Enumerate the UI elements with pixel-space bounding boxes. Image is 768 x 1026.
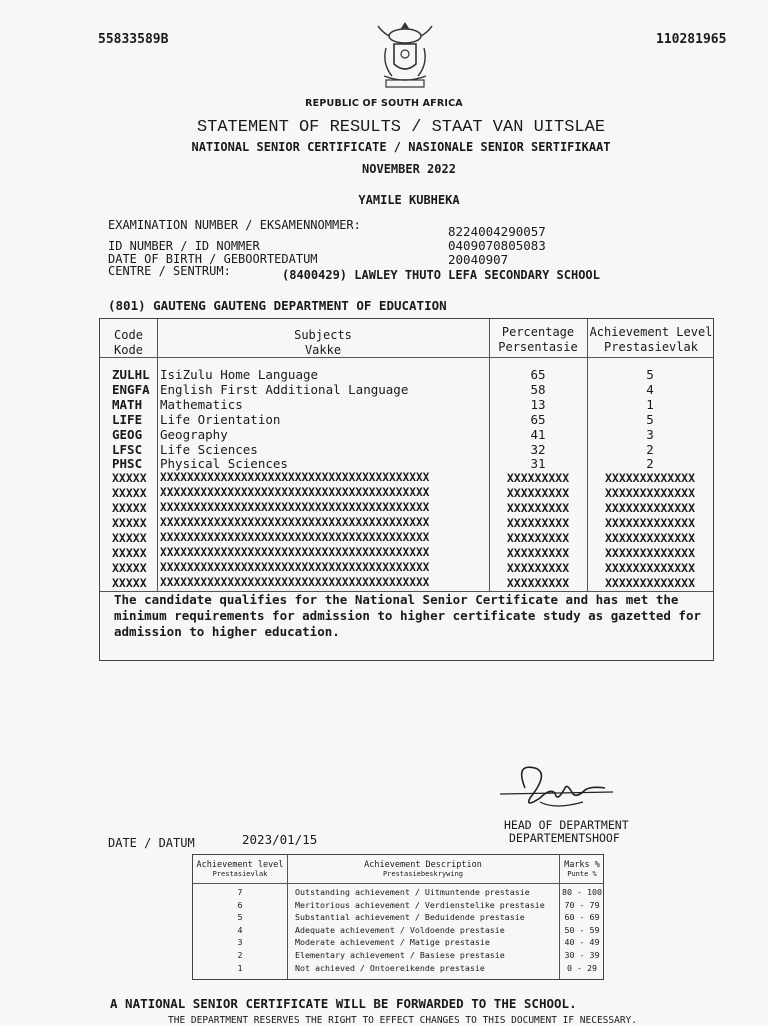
subject-level: XXXXXXXXXXXXX <box>604 530 695 545</box>
header-achievement-level: Achievement Level Prestasievlak <box>589 325 713 354</box>
subject-name: XXXXXXXXXXXXXXXXXXXXXXXXXXXXXXXXXXXXXXXX <box>160 486 430 500</box>
subject-percentage: XXXXXXXXX <box>506 530 570 545</box>
legend-row <box>193 963 603 973</box>
subject-level: XXXXXXXXXXXXX <box>604 560 695 575</box>
legend-marks: 40 - 49 <box>564 937 600 948</box>
legend-description: Not achieved / Ontoereikende prestasie <box>295 962 485 973</box>
subject-percentage: 58 <box>530 381 546 397</box>
table-row <box>100 427 713 442</box>
subject-code: XXXXX <box>112 575 147 590</box>
head-of-department-label-af: DEPARTEMENTSHOOF <box>509 831 620 845</box>
date-of-birth-label: DATE OF BIRTH / GEBOORTEDATUM <box>108 252 318 266</box>
subject-level: 2 <box>646 441 654 457</box>
table-row <box>100 456 713 471</box>
subject-level: XXXXXXXXXXXXX <box>604 501 695 516</box>
subject-code: XXXXX <box>112 560 147 575</box>
legend-description: Elementary achievement / Basiese prestasie <box>295 950 505 960</box>
table-row <box>100 516 713 531</box>
table-row <box>100 486 713 501</box>
legend-level: 6 <box>237 899 243 910</box>
table-row <box>100 501 713 516</box>
subject-name: Physical Sciences <box>160 456 288 472</box>
id-number-value: 0409070805083 <box>448 238 546 253</box>
achievement-legend-table <box>192 854 604 980</box>
date-value: 2023/01/15 <box>242 832 318 847</box>
subject-name: Mathematics <box>160 396 243 412</box>
legend-row <box>193 887 603 897</box>
legend-description: Meritorious achievement / Verdienstelike prestasie <box>295 899 545 910</box>
subject-percentage: XXXXXXXXX <box>506 471 570 486</box>
subject-percentage: 32 <box>530 441 546 457</box>
legend-description: Adequate achievement / Voldoende prestasie <box>295 924 505 935</box>
subject-percentage: 31 <box>530 456 546 472</box>
legend-description: Substantial achievement / Beduidende prestasie <box>295 912 525 923</box>
subject-code: XXXXX <box>112 501 147 516</box>
subject-name: XXXXXXXXXXXXXXXXXXXXXXXXXXXXXXXXXXXXXXXX <box>160 516 430 529</box>
table-row <box>100 367 713 382</box>
table-row <box>100 561 713 576</box>
subject-name: XXXXXXXXXXXXXXXXXXXXXXXXXXXXXXXXXXXXXXXX <box>160 560 430 574</box>
subject-code: GEOG <box>112 426 143 442</box>
table-row <box>100 442 713 457</box>
subject-code: PHSC <box>112 456 143 472</box>
exam-session: NOVEMBER 2022 <box>362 162 456 176</box>
subject-name: Life Orientation <box>160 411 281 427</box>
subject-code: XXXXX <box>112 545 147 560</box>
subject-percentage: 13 <box>530 396 546 412</box>
department-name: (801) GAUTENG GAUTENG DEPARTMENT OF EDUCATION <box>108 298 447 313</box>
subject-percentage: XXXXXXXXX <box>506 516 570 530</box>
legend-level: 3 <box>237 937 243 948</box>
subject-code: XXXXX <box>112 516 147 530</box>
signature-icon <box>495 758 615 818</box>
subject-code: XXXXX <box>112 530 147 545</box>
legend-row <box>193 937 603 947</box>
legend-marks: 50 - 59 <box>564 924 600 935</box>
subject-code: XXXXX <box>112 471 147 486</box>
table-row <box>100 471 713 486</box>
table-row <box>100 412 713 427</box>
subject-code: ZULHL <box>112 367 150 382</box>
subject-level: XXXXXXXXXXXXX <box>604 486 695 501</box>
legend-description: Moderate achievement / Matige prestasie <box>295 937 490 948</box>
subject-code: LIFE <box>112 411 143 427</box>
subject-code: LFSC <box>112 441 143 457</box>
subject-code: XXXXX <box>112 486 147 501</box>
date-label: DATE / DATUM <box>108 836 195 850</box>
candidate-name: YAMILE KUBHEKA <box>358 193 460 207</box>
legend-marks: 30 - 39 <box>564 950 600 960</box>
head-of-department-label: HEAD OF DEPARTMENT <box>504 818 629 832</box>
legend-marks: 0 - 29 <box>567 962 597 973</box>
subject-level: XXXXXXXXXXXXX <box>604 471 695 486</box>
subject-level: 1 <box>646 396 654 412</box>
certificate-notice: A NATIONAL SENIOR CERTIFICATE WILL BE FORWARDED TO THE SCHOOL. <box>110 996 577 1011</box>
header-subjects: Subjects Vakke <box>294 328 352 357</box>
subject-percentage: 41 <box>530 426 546 442</box>
legend-header-level: Achievement level Prestasievlak <box>196 860 284 878</box>
country-name: REPUBLIC OF SOUTH AFRICA <box>305 98 463 109</box>
subject-level: XXXXXXXXXXXXX <box>604 516 695 530</box>
header-percentage: Percentage Persentasie <box>498 325 578 354</box>
coat-of-arms-icon <box>372 18 438 96</box>
legend-marks: 80 - 100 <box>562 887 602 897</box>
subject-name: Geography <box>160 426 228 442</box>
legend-level: 7 <box>237 887 243 897</box>
results-table <box>99 318 714 661</box>
legend-row <box>193 950 603 960</box>
subject-level: 3 <box>646 426 654 442</box>
table-row <box>100 576 713 591</box>
legend-marks: 70 - 79 <box>564 899 600 910</box>
subject-name: Life Sciences <box>160 441 258 457</box>
subject-percentage: 65 <box>530 367 546 382</box>
legend-marks: 60 - 69 <box>564 912 600 923</box>
subject-percentage: XXXXXXXXX <box>506 560 570 575</box>
id-number-label: ID NUMBER / ID NOMMER <box>108 239 260 253</box>
subject-code: MATH <box>112 396 143 412</box>
centre-label: CENTRE / SENTRUM: <box>108 264 231 278</box>
subject-name: XXXXXXXXXXXXXXXXXXXXXXXXXXXXXXXXXXXXXXXX <box>160 530 430 544</box>
table-row <box>100 546 713 561</box>
subject-name: XXXXXXXXXXXXXXXXXXXXXXXXXXXXXXXXXXXXXXXX <box>160 501 430 515</box>
legend-level: 4 <box>237 924 243 935</box>
subject-name: XXXXXXXXXXXXXXXXXXXXXXXXXXXXXXXXXXXXXXXX <box>160 575 430 589</box>
subject-name: XXXXXXXXXXXXXXXXXXXXXXXXXXXXXXXXXXXXXXXX <box>160 545 430 559</box>
legend-level: 1 <box>237 962 243 973</box>
subject-percentage: 65 <box>530 411 546 427</box>
subject-percentage: XXXXXXXXX <box>506 501 570 516</box>
certificate-serial-right: 110281965 <box>656 32 727 47</box>
subject-code: ENGFA <box>112 381 150 397</box>
subject-name: English First Additional Language <box>160 381 409 397</box>
legend-description: Outstanding achievement / Uitmuntende prestasie <box>295 887 530 897</box>
legend-header-marks: Marks % Punte % <box>564 860 600 878</box>
subject-percentage: XXXXXXXXX <box>506 545 570 560</box>
subject-level: 4 <box>646 381 654 397</box>
header-code: Code Kode <box>114 328 143 357</box>
subject-level: 2 <box>646 456 654 472</box>
document-subtitle: NATIONAL SENIOR CERTIFICATE / NASIONALE SENIOR SERTIFIKAAT <box>191 140 611 154</box>
subject-name: IsiZulu Home Language <box>160 367 319 382</box>
table-row <box>100 382 713 397</box>
subject-name: XXXXXXXXXXXXXXXXXXXXXXXXXXXXXXXXXXXXXXXX <box>160 471 430 485</box>
date-of-birth-value: 20040907 <box>448 252 509 267</box>
exam-number-value: 8224004290057 <box>448 224 546 239</box>
legend-row <box>193 912 603 922</box>
exam-number-label: EXAMINATION NUMBER / EKSAMENNOMMER: <box>108 218 361 232</box>
subject-level: 5 <box>646 367 654 382</box>
legend-row <box>193 925 603 935</box>
table-row <box>100 531 713 546</box>
subject-percentage: XXXXXXXXX <box>506 486 570 501</box>
document-title: STATEMENT OF RESULTS / STAAT VAN UITSLAE <box>196 118 606 137</box>
table-row <box>100 397 713 412</box>
legend-level: 5 <box>237 912 243 923</box>
legend-header-description: Achievement Description Prestasiebeskrywing <box>364 860 482 878</box>
subject-percentage: XXXXXXXXX <box>506 575 570 590</box>
legend-level: 2 <box>237 950 243 960</box>
certificate-serial-left: 55833589B <box>98 32 169 47</box>
legend-row <box>193 900 603 910</box>
centre-value: (8400429) LAWLEY THUTO LEFA SECONDARY SCHOOL <box>282 268 600 282</box>
disclaimer: THE DEPARTMENT RESERVES THE RIGHT TO EFFECT CHANGES TO THIS DOCUMENT IF NECESSARY. <box>168 1015 637 1026</box>
subject-level: XXXXXXXXXXXXX <box>604 545 695 560</box>
subject-level: XXXXXXXXXXXXX <box>604 575 695 590</box>
subject-level: 5 <box>646 411 654 427</box>
qualification-statement: The candidate qualifies for the National Senior Certificate and has met the minimum requirements for admission to higher certificate study as gazetted for admission to higher education. <box>114 592 701 639</box>
